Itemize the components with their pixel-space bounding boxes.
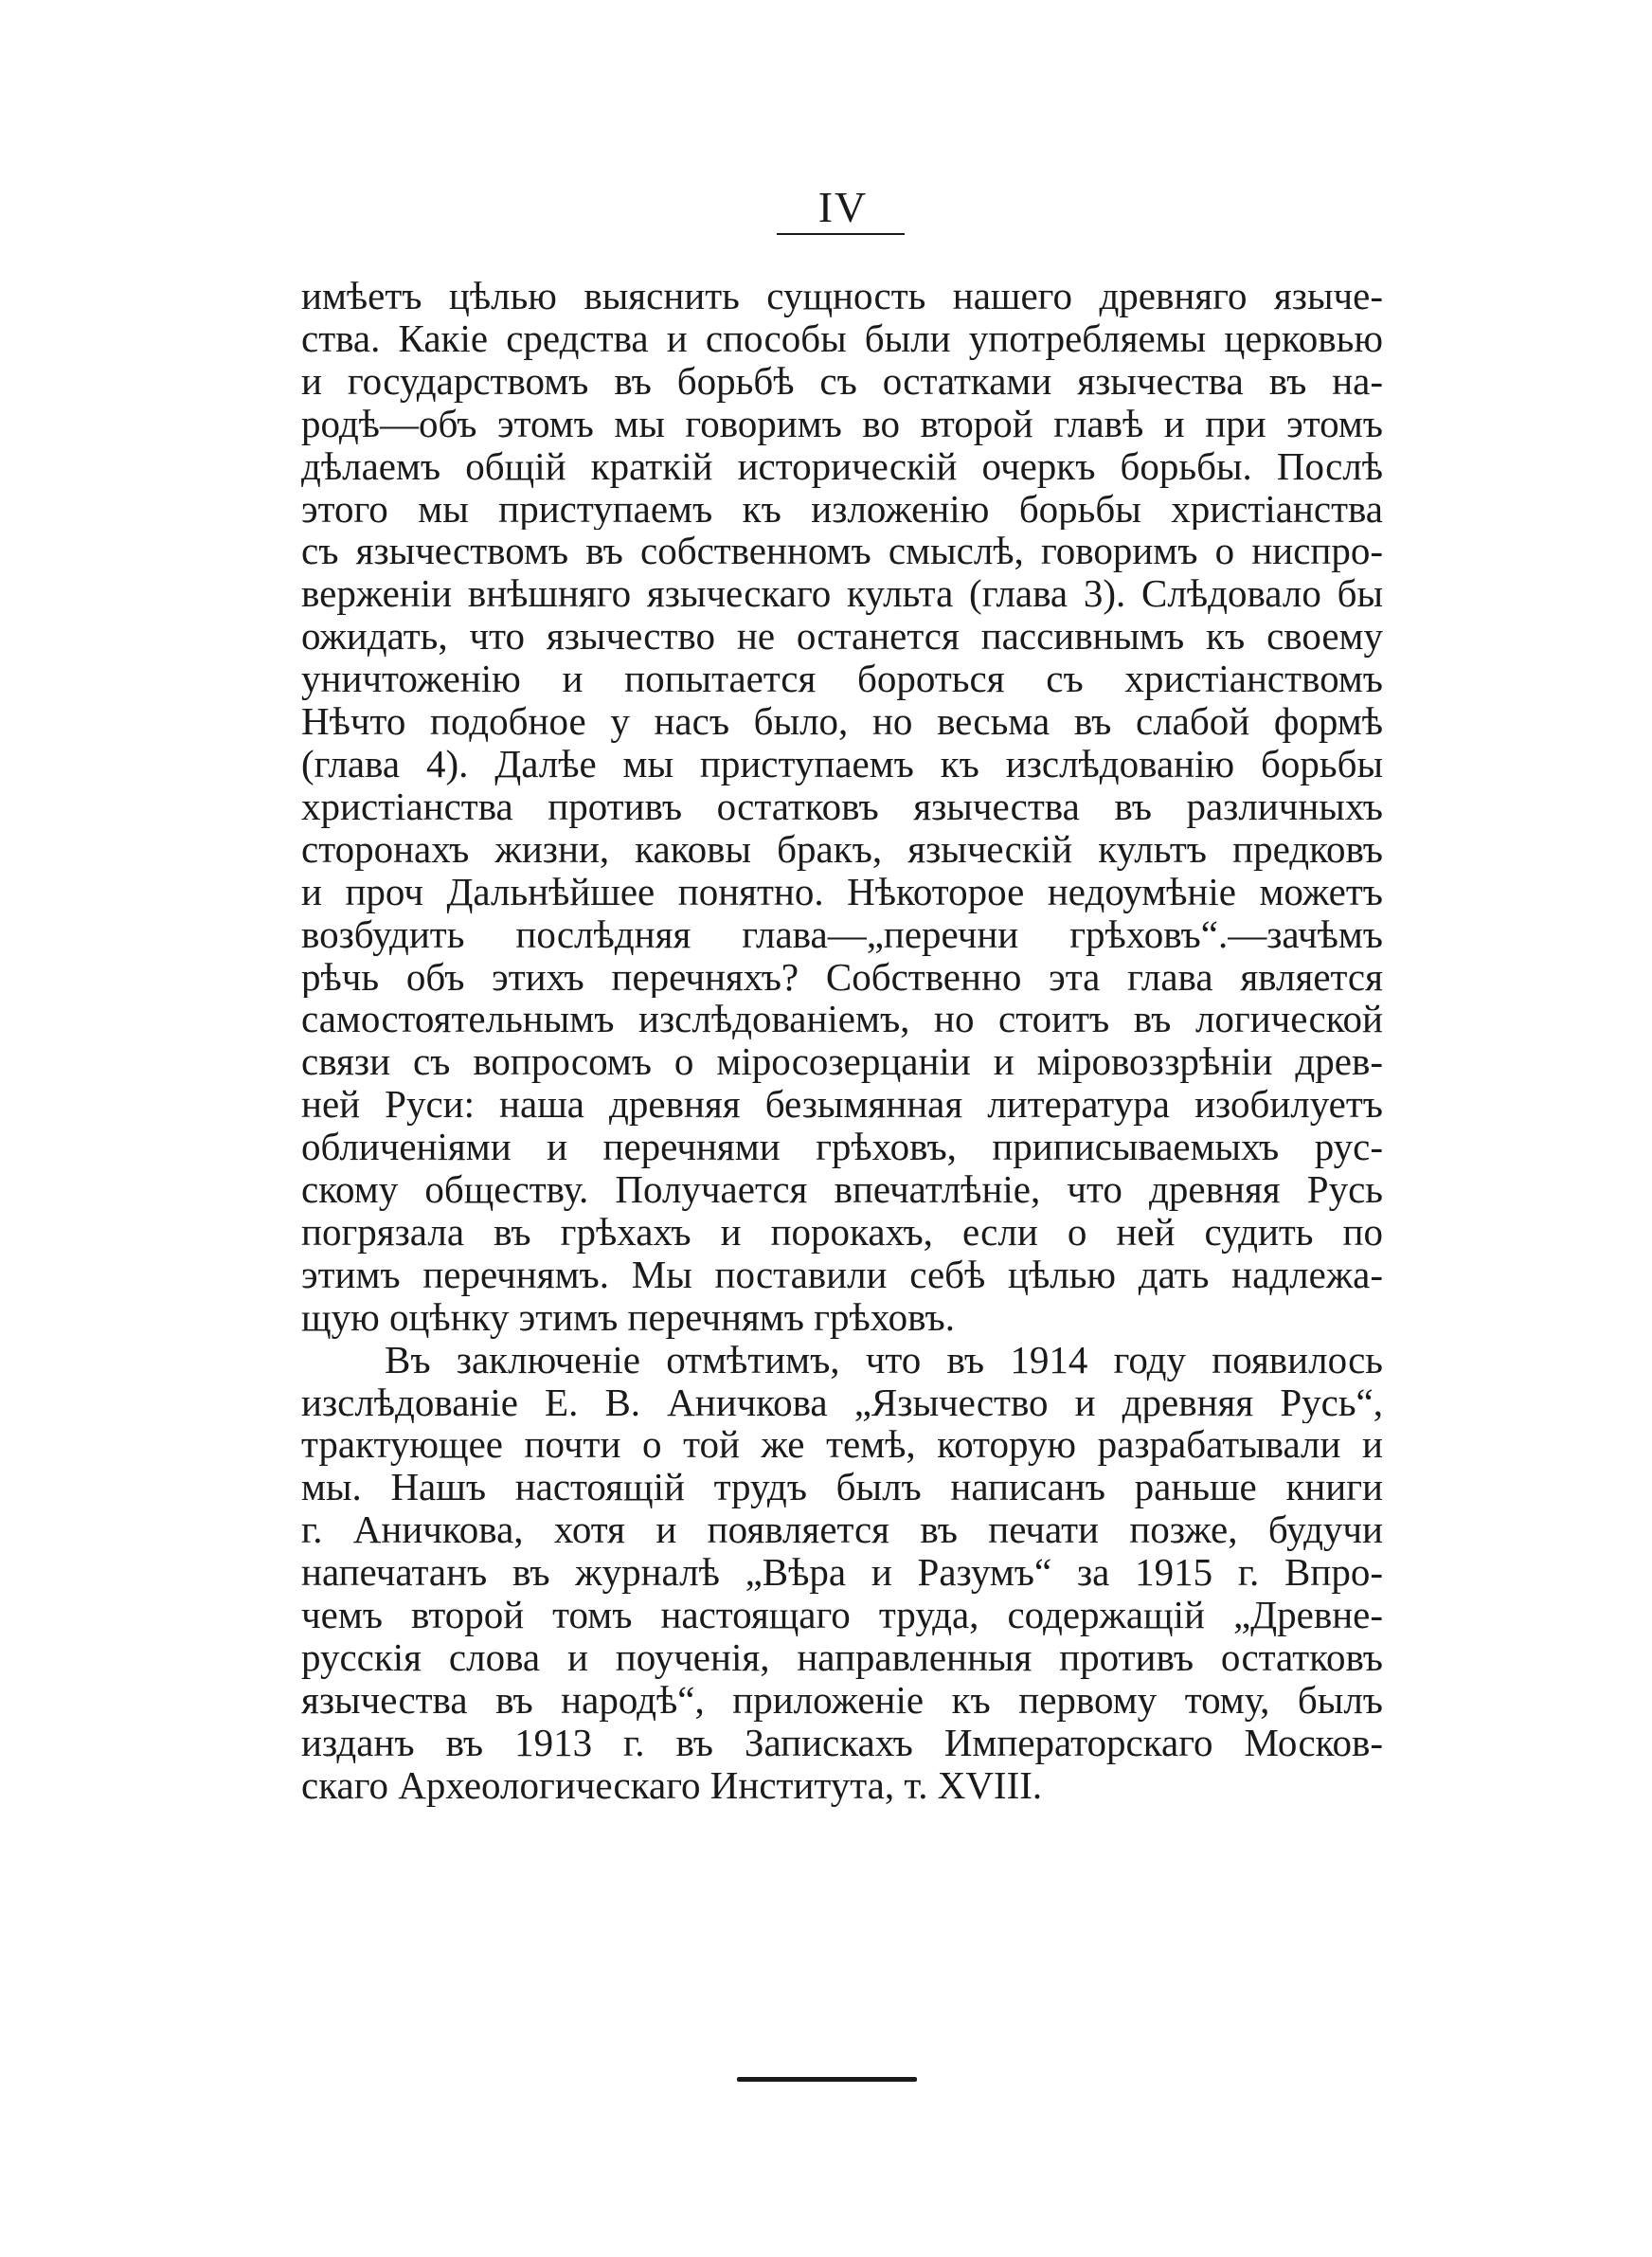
paragraph [301,1339,1383,1807]
end-rule [737,2077,917,2082]
text-line: этого мы приступаемъ къ изложенiю борьбы христiанства [301,487,1383,531]
text-line: родѣ—объ этомъ мы говоримъ во второй главѣ и при этомъ [301,402,1383,445]
text-line: изданъ въ 1913 г. въ Запискахъ Императорскаго Москов- [301,1721,1383,1764]
text-line: возбудить послѣдняя глава—„перечни грѣховъ“.—зачѣмъ [301,912,1383,956]
text-line: рѣчь объ этихъ перечняхъ? Собственно эта глава является [301,955,1383,999]
text-line: дѣлаемъ общiй краткiй историческiй очеркъ борьбы. Послѣ [301,444,1383,488]
text-line: обличенiями и перечнями грѣховъ, приписываемыхъ рус- [301,1126,1383,1169]
text-line: связи съ вопросомъ о мiросозерцанiи и мiровоззрѣнiи древ- [301,1040,1383,1084]
header-rule [777,233,905,235]
text-line: трактующее почти о той же темѣ, которую разрабатывали и [301,1423,1383,1467]
text-line: (глава 4). Далѣе мы приступаемъ къ изслѣдованiю борьбы [301,742,1383,785]
text-line: съ язычествомъ въ собственномъ смыслѣ, говоримъ о ниспро- [301,530,1383,573]
text-line: чемъ второй томъ настоящаго труда, содержащiй „Древне- [301,1594,1383,1636]
text-line: погрязала въ грѣхахъ и порокахъ, если о ней судить по [301,1210,1383,1254]
text-line: скаго Археологическаго Института, т. XVIII. [301,1763,1043,1807]
text-line: Нѣчто подобное у насъ было, но весьма въ слабой формѣ [301,700,1383,743]
text-line: уничтоженiю и попытается бороться съ христiанствомъ [301,658,1383,701]
text-line: имѣетъ цѣлью выяснить сущность нашего древняго язычe- [301,275,1383,317]
text-line: христiанства противъ остатковъ язычества въ различныхъ [301,785,1383,828]
text-line: русскiя слова и поученiя, направленныя противъ остатковъ [301,1636,1383,1679]
text-line: и проч Дальнѣйшее понятно. Нѣкоторое недоумѣнiе можетъ [301,870,1383,913]
text-line: щую оцѣнку этимъ перечнямъ грѣховъ. [301,1295,955,1339]
text-line: изслѣдованiе Е. В. Аничкова „Язычество и древняя Русь“, [301,1381,1383,1424]
text-line: напечатанъ въ журналѣ „Вѣра и Разумъ“ за 1915 г. Впро- [301,1551,1383,1595]
text-line: и государствомъ въ борьбѣ съ остатками язычества въ на- [301,359,1383,403]
paragraph [301,275,1383,1339]
text-line: язычества въ народѣ“, приложенiе къ первому тому, былъ [301,1678,1383,1722]
page-number: IV [817,183,869,231]
text-line: г. Аничкова, хотя и появляется въ печати позже, будучи [301,1508,1383,1552]
text-line: мы. Нашъ настоящiй трудъ былъ написанъ раньше книги [301,1466,1383,1509]
text-line: ства. Какiе средства и способы были употребляемы церковью [301,316,1383,360]
text-line: верженiи внѣшняго языческаго культа (глава 3). Слѣдовало бы [301,572,1383,616]
text-line: сторонахъ жизни, каковы бракъ, языческiй культъ предковъ [301,827,1383,871]
text-line: Въ заключенiе отмѣтимъ, что въ 1914 году появилось [385,1338,1383,1381]
text-line: ней Руси: наша древняя безымянная литература изобилуетъ [301,1083,1383,1127]
text-line: ожидать, что язычество не останется пассивнымъ къ своему [301,615,1383,659]
text-line: этимъ перечнямъ. Мы поставили себѣ цѣлью дать надлежа- [301,1253,1383,1296]
text-line: скому обществу. Получается впечатлѣнiе, что древняя Русь [301,1168,1383,1211]
body-text [301,275,1383,1807]
text-line: самостоятельнымъ изслѣдованiемъ, но стоитъ въ логической [301,998,1383,1041]
